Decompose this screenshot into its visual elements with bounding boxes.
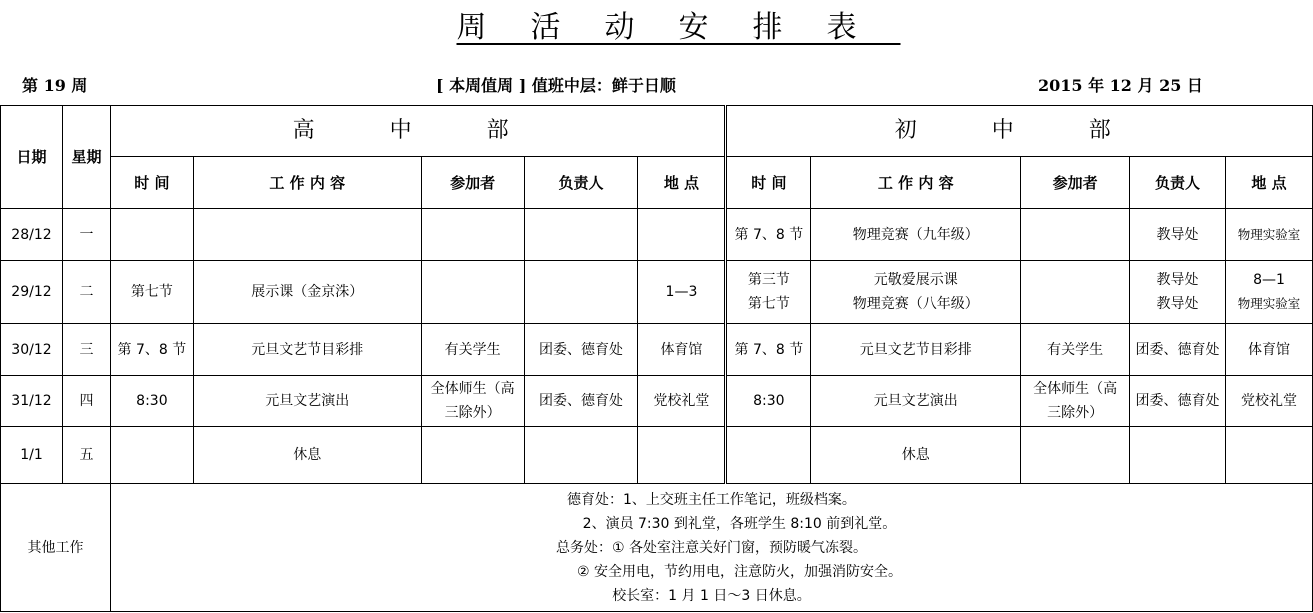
senior-time: 第 7、8 节	[110, 324, 193, 376]
junior-content: 元旦文艺演出	[811, 376, 1021, 427]
senior-header-time: 时 间	[110, 157, 193, 209]
junior-place: 物理实验室	[1225, 209, 1312, 261]
senior-content: 元旦文艺演出	[193, 376, 421, 427]
table-row	[1, 427, 1313, 484]
row-weekday: 五	[62, 427, 110, 484]
senior-participants-line: 三除外）	[444, 405, 501, 421]
row-date: 28/12	[1, 209, 63, 261]
junior-owner: 团委、德育处	[1130, 324, 1226, 376]
senior-participants-line: 全体师生（高	[430, 381, 515, 397]
row-weekday: 一	[62, 209, 110, 261]
senior-participants	[421, 427, 524, 484]
row-weekday: 二	[62, 261, 110, 324]
week-number: 第 19 周	[22, 76, 88, 95]
senior-time: 第七节	[110, 261, 193, 324]
junior-participants	[1021, 427, 1130, 484]
junior-owner: 教导处	[1130, 209, 1226, 261]
senior-place: 体育馆	[638, 324, 726, 376]
table-row	[1, 209, 1313, 261]
junior-content: 物理竞赛（九年级）	[811, 209, 1021, 261]
senior-participants	[421, 261, 524, 324]
junior-time	[726, 427, 811, 484]
junior-participants	[1021, 376, 1130, 427]
senior-content: 展示课（金京洙）	[193, 261, 421, 324]
other-work-notes	[110, 484, 1312, 612]
page-title: 周活动安排表	[456, 10, 901, 45]
row-date: 29/12	[1, 261, 63, 324]
senior-header-content: 工 作 内 容	[193, 157, 421, 209]
senior-place: 1—3	[638, 261, 726, 324]
other-work-line: 总务处：① 各处室注意关好门窗，预防暖气冻裂。	[555, 539, 867, 556]
senior-content: 休息	[193, 427, 421, 484]
junior-content-line: 物理竞赛（八年级）	[852, 296, 979, 312]
senior-place	[638, 209, 726, 261]
junior-content-line: 元敬爱展示课	[873, 272, 958, 288]
header-weekday: 星期	[62, 106, 110, 209]
table-row	[1, 324, 1313, 376]
other-work-line: 德育处：1、上交班主任工作笔记，班级档案。	[567, 491, 856, 508]
duty-officer: [ 本周值周 ] 值班中层：鲜于日顺	[436, 76, 676, 95]
junior-time	[726, 261, 811, 324]
senior-content	[193, 209, 421, 261]
senior-owner	[524, 261, 638, 324]
junior-participants: 有关学生	[1021, 324, 1130, 376]
junior-owner	[1130, 261, 1226, 324]
other-work-label: 其他工作	[1, 484, 111, 612]
senior-section-header: 高 中 部	[110, 106, 725, 157]
junior-section-header: 初 中 部	[726, 106, 1313, 157]
junior-place-line: 8—1	[1253, 272, 1285, 288]
row-weekday: 四	[62, 376, 110, 427]
senior-place	[638, 427, 726, 484]
table-row	[1, 261, 1313, 324]
senior-participants	[421, 209, 524, 261]
junior-owner-line: 教导处	[1156, 272, 1199, 288]
issue-date: 2015 年 12 月 25 日	[1038, 76, 1203, 95]
junior-place: 党校礼堂	[1225, 376, 1312, 427]
junior-participants	[1021, 209, 1130, 261]
junior-place-line: 物理实验室	[1237, 296, 1301, 311]
junior-time-line: 第七节	[747, 296, 790, 312]
senior-participants	[421, 376, 524, 427]
other-work-line: ② 安全用电，节约用电，注意防火，加强消防安全。	[520, 563, 902, 580]
junior-participants-line: 全体师生（高	[1033, 381, 1118, 397]
senior-header-place: 地 点	[638, 157, 726, 209]
senior-owner: 团委、德育处	[524, 376, 638, 427]
senior-time	[110, 209, 193, 261]
junior-place: 体育馆	[1225, 324, 1312, 376]
senior-participants: 有关学生	[421, 324, 524, 376]
senior-time: 8:30	[110, 376, 193, 427]
junior-header-time: 时 间	[726, 157, 811, 209]
junior-time-line: 第三节	[747, 272, 790, 288]
row-date: 1/1	[1, 427, 63, 484]
senior-owner	[524, 427, 638, 484]
senior-place: 党校礼堂	[638, 376, 726, 427]
senior-owner: 团委、德育处	[524, 324, 638, 376]
junior-time: 第 7、8 节	[726, 209, 811, 261]
junior-header-owner: 负责人	[1130, 157, 1226, 209]
table-row	[1, 376, 1313, 427]
schedule-table	[0, 105, 1313, 612]
row-date: 31/12	[1, 376, 63, 427]
junior-content: 元旦文艺节目彩排	[811, 324, 1021, 376]
other-work-line: 2、演员 7:30 到礼堂，各班学生 8:10 前到礼堂。	[526, 515, 897, 532]
junior-participants	[1021, 261, 1130, 324]
junior-place	[1225, 427, 1312, 484]
row-weekday: 三	[62, 324, 110, 376]
senior-header-owner: 负责人	[524, 157, 638, 209]
junior-header-content: 工 作 内 容	[811, 157, 1021, 209]
junior-header-participants: 参加者	[1021, 157, 1130, 209]
senior-content: 元旦文艺节目彩排	[193, 324, 421, 376]
junior-content: 休息	[811, 427, 1021, 484]
other-work-line: 校长室：1 月 1 日～3 日休息。	[612, 587, 811, 604]
senior-owner	[524, 209, 638, 261]
header-date: 日期	[1, 106, 63, 209]
junior-place	[1225, 261, 1312, 324]
junior-time: 8:30	[726, 376, 811, 427]
junior-owner	[1130, 427, 1226, 484]
row-date: 30/12	[1, 324, 63, 376]
junior-time: 第 7、8 节	[726, 324, 811, 376]
senior-header-participants: 参加者	[421, 157, 524, 209]
junior-participants-line: 三除外）	[1047, 405, 1104, 421]
junior-content	[811, 261, 1021, 324]
junior-header-place: 地 点	[1225, 157, 1312, 209]
junior-owner: 团委、德育处	[1130, 376, 1226, 427]
senior-time	[110, 427, 193, 484]
junior-owner-line: 教导处	[1156, 296, 1199, 312]
